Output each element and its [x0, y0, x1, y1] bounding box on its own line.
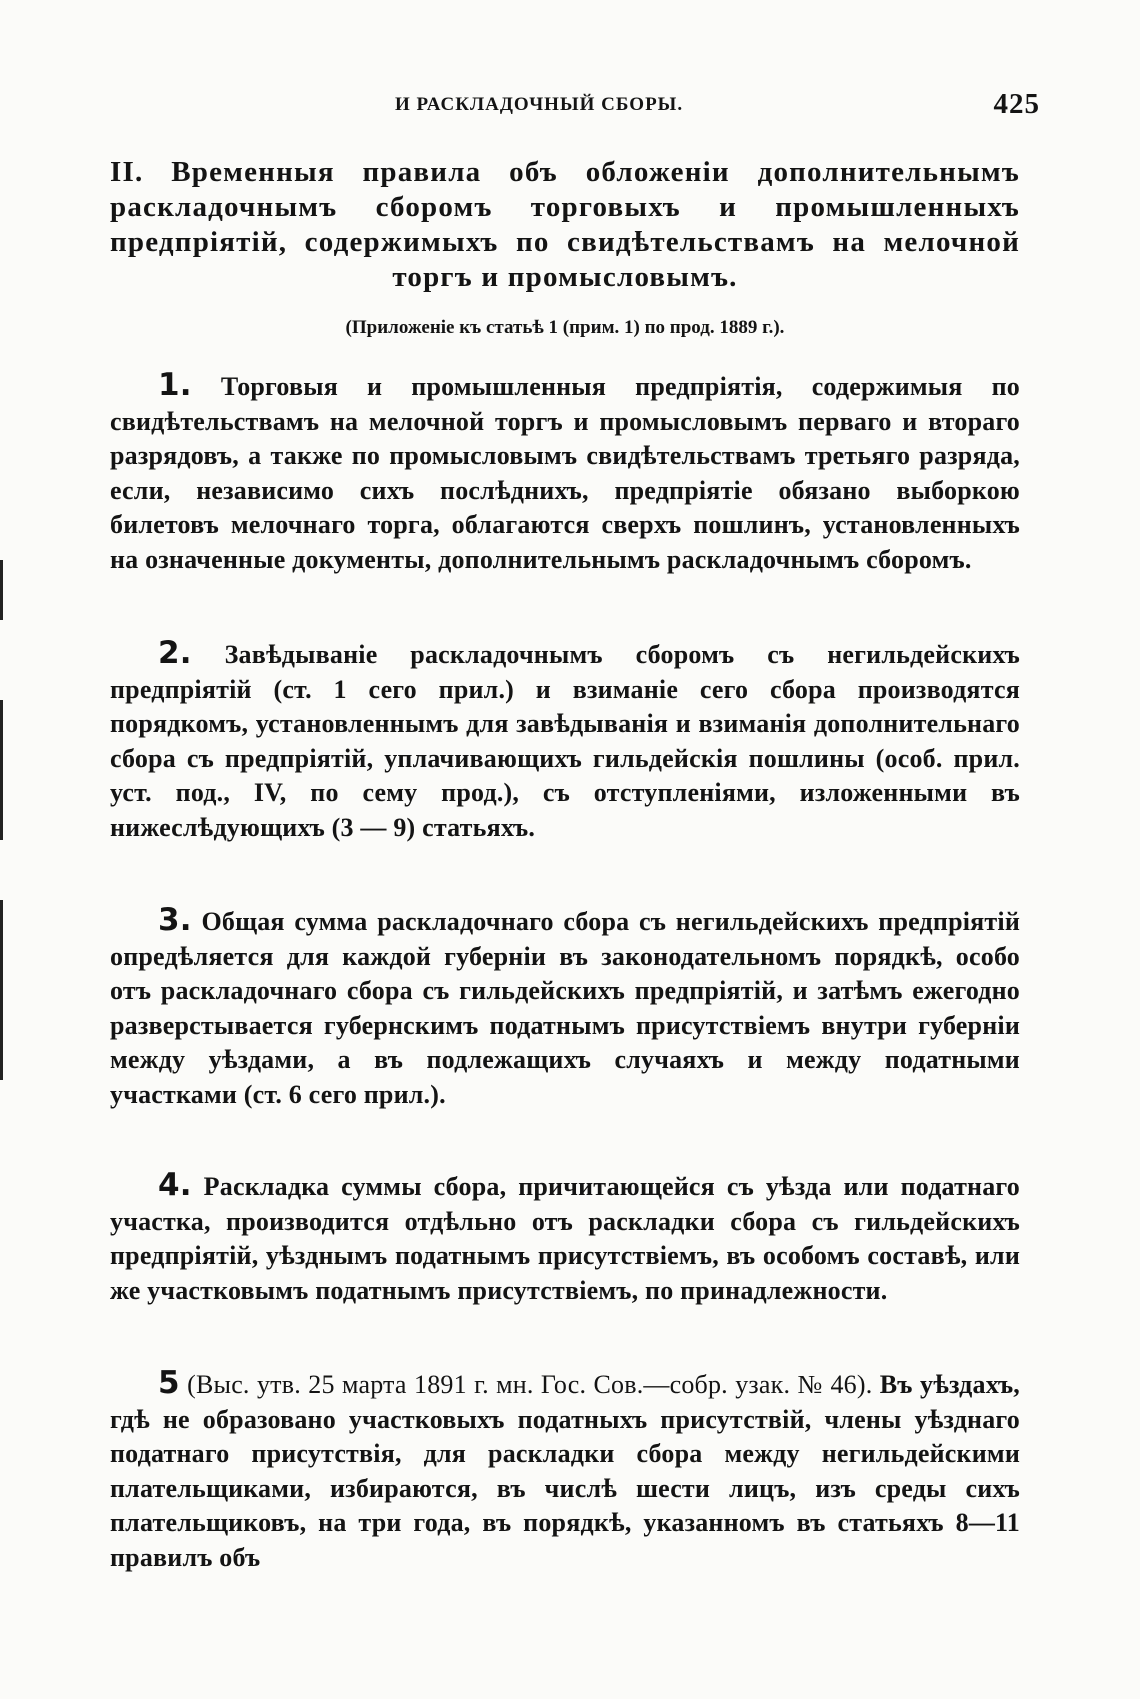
article-4 [110, 1168, 1020, 1308]
page-header [110, 88, 1040, 128]
article-number: 3. [158, 902, 192, 938]
article-text: Торговыя и промышленныя предпріятія, содержимыя по свидѣтельствамъ на мелочной торгъ и промысловымъ перваго и втораго разрядовъ, а также по промысловымъ свидѣтельствамъ третьяго разряда, если, независимо сихъ послѣднихъ, предпріятіе обязано выборкою билетовъ мелочнаго торга, облагаются сверхъ пошлинъ, установленныхъ на означенные документы, дополнительнымъ раскладочнымъ сборомъ. [110, 372, 1020, 574]
appendix-note: (Приложеніе къ статьѣ 1 (прим. 1) по прод. 1889 г.). [345, 317, 785, 338]
article-3 [110, 903, 1020, 1112]
section-title: II. Временныя правила объ обложеніи дополнительнымъ раскладочнымъ сборомъ торговыхъ и промышленныхъ предпріятій, содержимыхъ по свидѣтельствамъ на мелочной торгъ и промысловымъ. [110, 156, 1020, 293]
article-1 [110, 368, 1020, 577]
article-number: 2. [158, 635, 192, 671]
article-5 [110, 1366, 1020, 1575]
scan-edge-mark [0, 560, 3, 620]
article-text: Раскладка суммы сбора, причитающейся съ уѣзда или податнаго участка, производится отдѣльно отъ раскладки сбора съ гильдейскихъ предпріятій, уѣзднымъ податнымъ присутствіемъ, въ особомъ составѣ, или же участковымъ податнымъ присутствіемъ, по принадлежности. [110, 1172, 1020, 1305]
running-head: И РАСКЛАДОЧНЫЙ СБОРЫ. [395, 94, 684, 115]
article-number: 4. [158, 1167, 192, 1203]
article-text: Общая сумма раскладочнаго сбора съ негильдейскихъ предпріятій опредѣляется для каждой губерніи въ законодательномъ порядкѣ, особо отъ раскладочнаго сбора съ гильдейскихъ предпріятій, и затѣмъ ежегодно разверстывается губернскимъ податнымъ присутствіемъ внутри губерніи между уѣздами, а въ подлежащихъ случаяхъ и между податными участками (ст. 6 сего прил.). [110, 907, 1020, 1109]
page-number: 425 [993, 88, 1040, 120]
article-2 [110, 636, 1020, 845]
article-number: 5 [158, 1365, 180, 1401]
article-number: 1. [158, 367, 192, 403]
article-text: Завѣдываніе раскладочнымъ сборомъ съ негильдейскихъ предпріятій (ст. 1 сего прил.) и взиманіе сего сбора производятся порядкомъ, установленнымъ для завѣдыванія и взиманія дополнительнаго сбора съ предпріятій, уплачивающихъ гильдейскія пошлины (особ. прил. уст. под., IV, по сему прод.), съ отступленіями, изложенными въ нижеслѣдующихъ (3 — 9) статьяхъ. [110, 640, 1020, 842]
article-source: (Выс. утв. 25 марта 1891 г. мн. Гос. Сов.—собр. узак. № 46). [187, 1370, 873, 1399]
scan-edge-mark [0, 900, 3, 1080]
scan-edge-mark [0, 700, 3, 840]
article-text: Въ уѣздахъ, гдѣ не образовано участковыхъ податныхъ присутствій, члены уѣзднаго податнаго присутствія, для раскладки сбора между негильдейскими плательщиками, избираются, въ числѣ шести лицъ, изъ среды сихъ плательщиковъ, на три года, въ порядкѣ, указанномъ въ статьяхъ 8—11 правилъ объ [110, 1370, 1021, 1572]
